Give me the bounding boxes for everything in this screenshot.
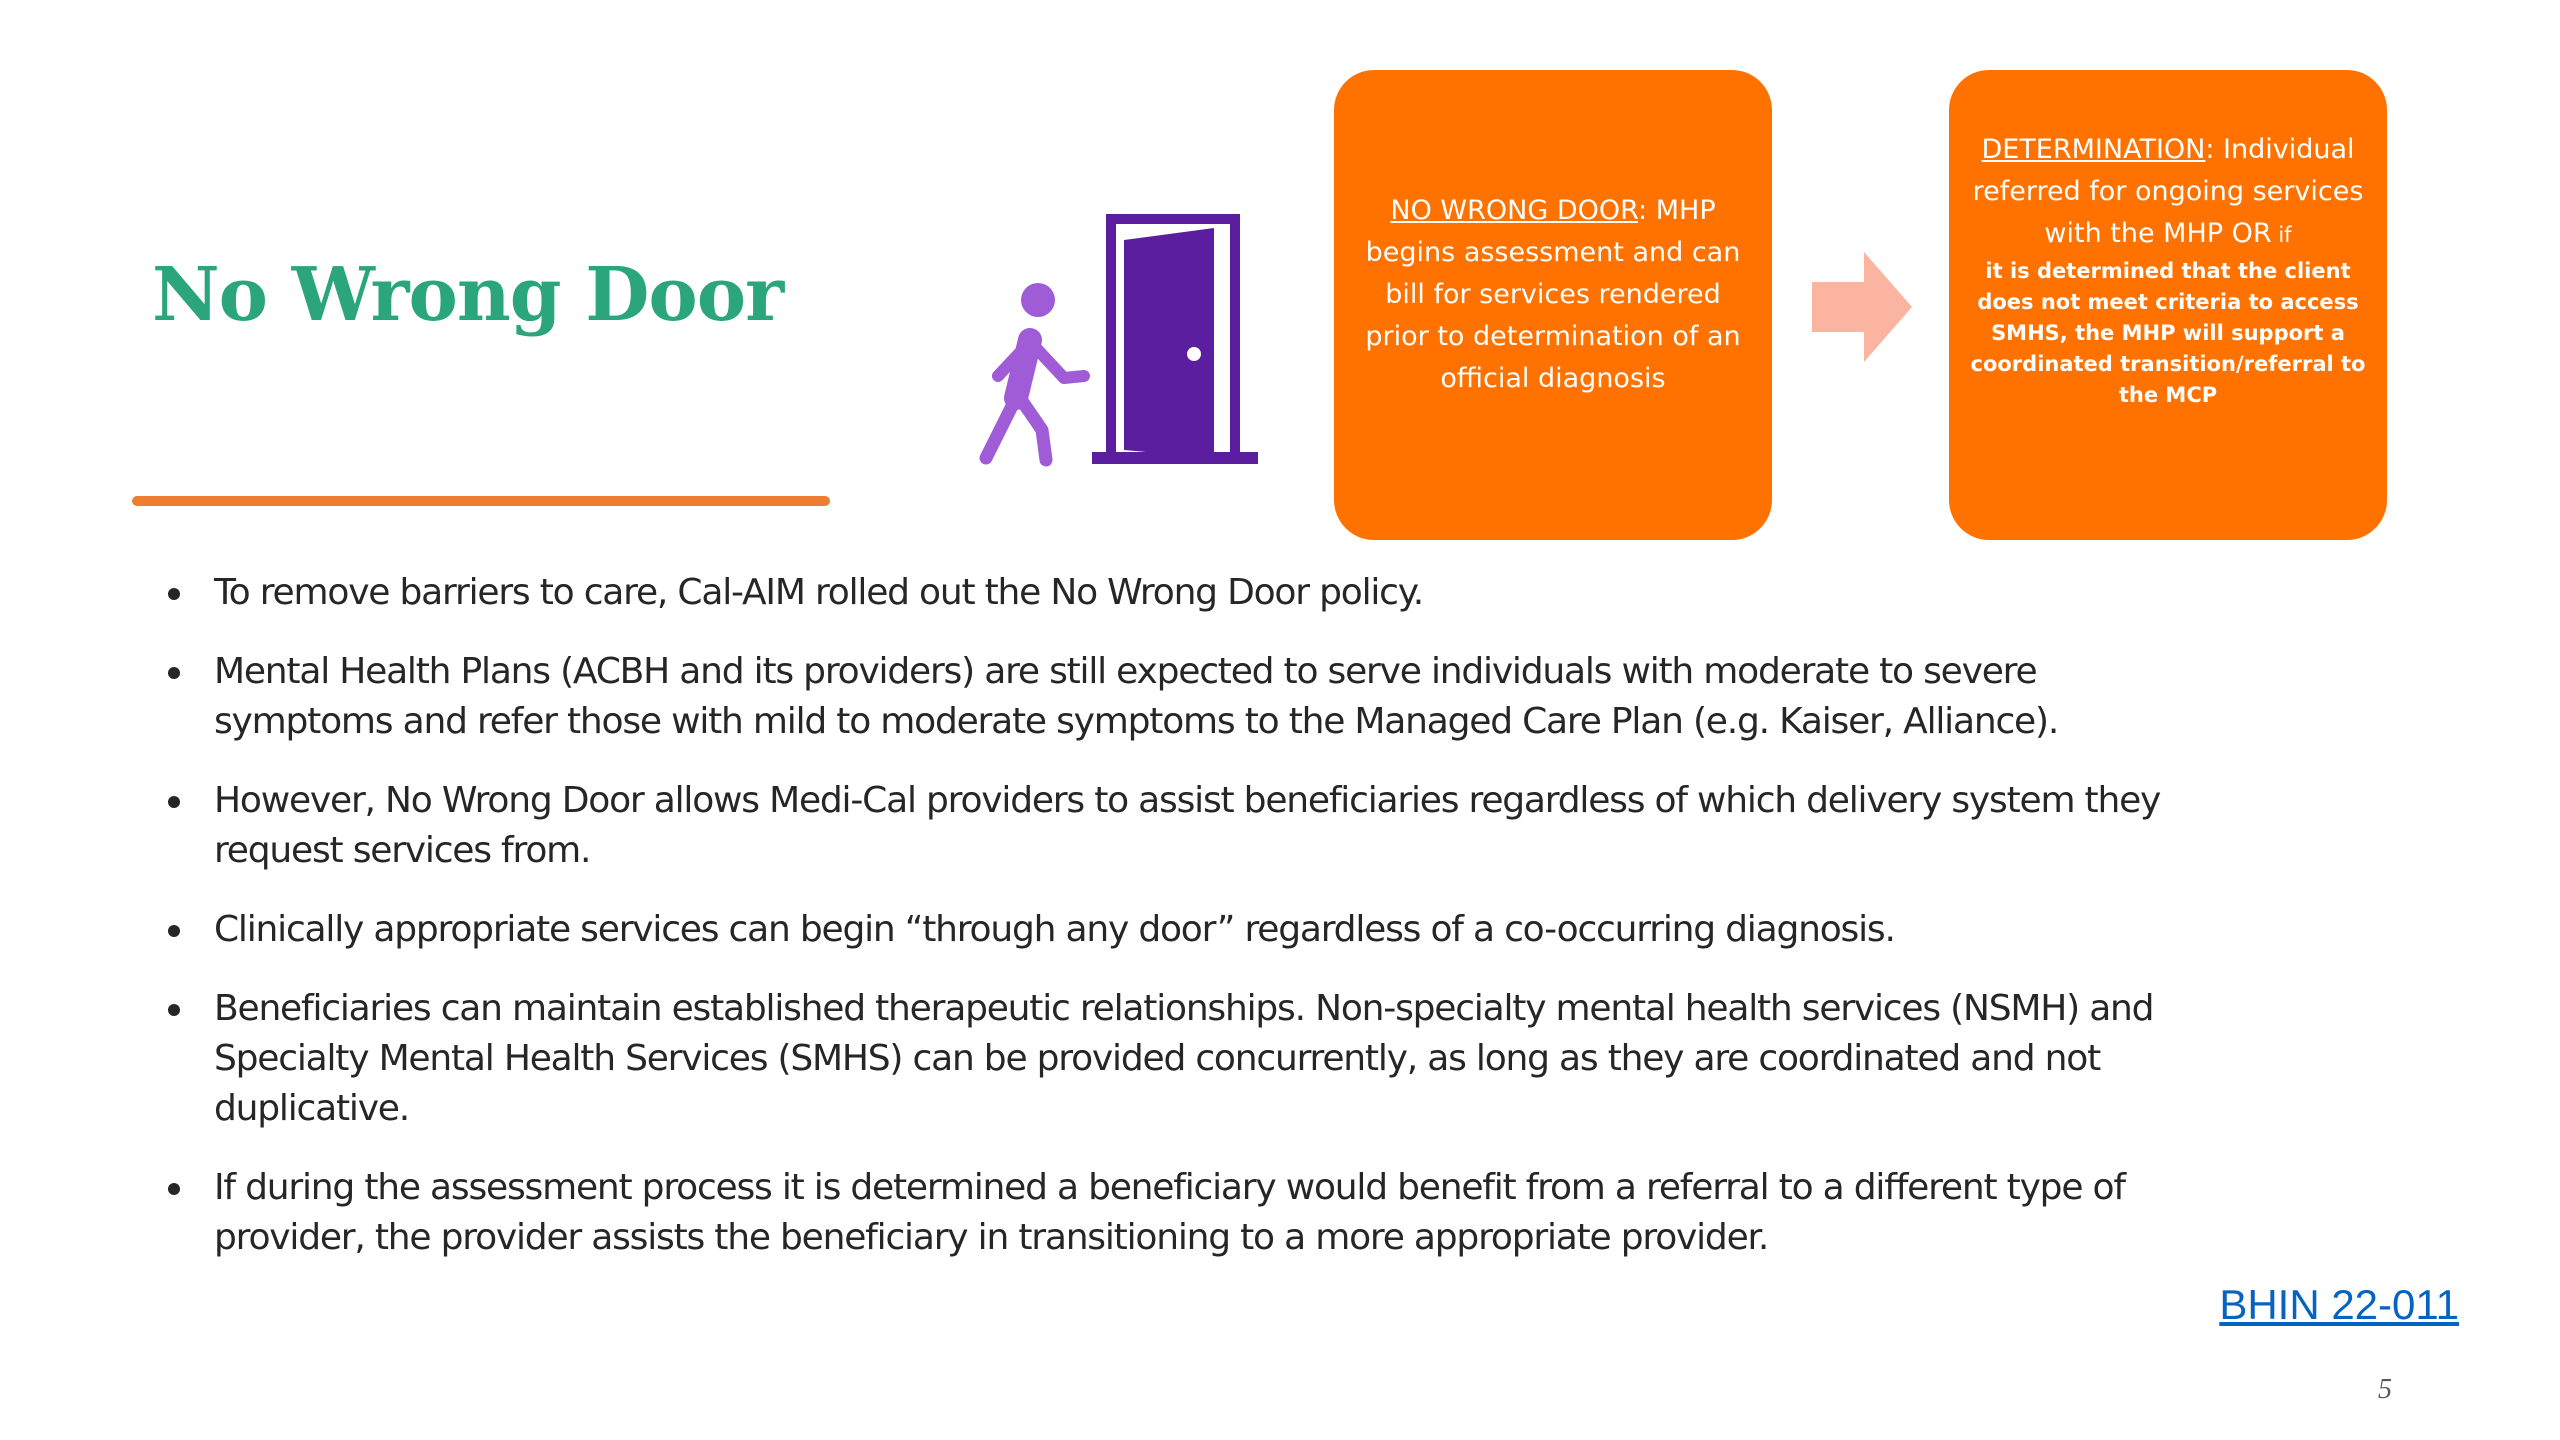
right-arrow-icon — [1812, 252, 1912, 362]
door-panel — [1124, 228, 1214, 458]
bullet-item: Mental Health Plans (ACBH and its providers) are still expected to serve individuals with moderate to severe symptoms and refer those with mild to moderate symptoms to the Managed Care Plan (e.g. Kaiser, Alliance). — [160, 647, 2170, 747]
determination-suffix: if — [2271, 223, 2292, 247]
page-number: 5 — [2378, 1374, 2392, 1405]
determination-description: : Individual referred for ongoing services with the MHP OR — [1972, 134, 2364, 249]
bullet-item: Beneficiaries can maintain established therapeutic relationships. Non-specialty mental health services (NSMH) and Specialty Mental Health Services (SMHS) can be provided concurrently, as long as they are coordinated and not duplicative. — [160, 984, 2170, 1134]
no-wrong-door-text — [1356, 190, 1750, 400]
no-wrong-door-box — [1334, 70, 1772, 540]
bhin-reference-link[interactable]: BHIN 22-011 — [2219, 1281, 2459, 1328]
page-title: No Wrong Door — [152, 252, 784, 338]
determination-label: DETERMINATION — [1981, 134, 2206, 165]
door-knob — [1187, 347, 1201, 361]
bullet-item: However, No Wrong Door allows Medi-Cal providers to assist beneficiaries regardless of which delivery system they request services from. — [160, 776, 2170, 876]
bullet-item: To remove barriers to care, Cal-AIM rolled out the No Wrong Door policy. — [160, 568, 2170, 618]
bullet-list — [160, 568, 2170, 1292]
walking-person — [986, 283, 1084, 460]
determination-text — [1967, 129, 2369, 256]
bullet-item: Clinically appropriate services can begin “through any door” regardless of a co-occurring diagnosis. — [160, 905, 2170, 955]
determination-detail-text: it is determined that the client does not meet criteria to access SMHS, the MHP will support a coordinated transition/referral to the MCP — [1970, 259, 2366, 407]
bullet-item: If during the assessment process it is determined a beneficiary would benefit from a referral to a different type of provider, the provider assists the beneficiary in transitioning to a more appropriate provider. — [160, 1163, 2170, 1263]
no-wrong-door-label: NO WRONG DOOR — [1390, 195, 1639, 226]
determination-box — [1949, 70, 2387, 540]
person-walking-into-door-icon — [968, 214, 1258, 468]
title-underline — [132, 496, 830, 506]
no-wrong-door-description: : MHP begins assessment and can bill for services rendered prior to determination of an official diagnosis — [1365, 195, 1741, 394]
